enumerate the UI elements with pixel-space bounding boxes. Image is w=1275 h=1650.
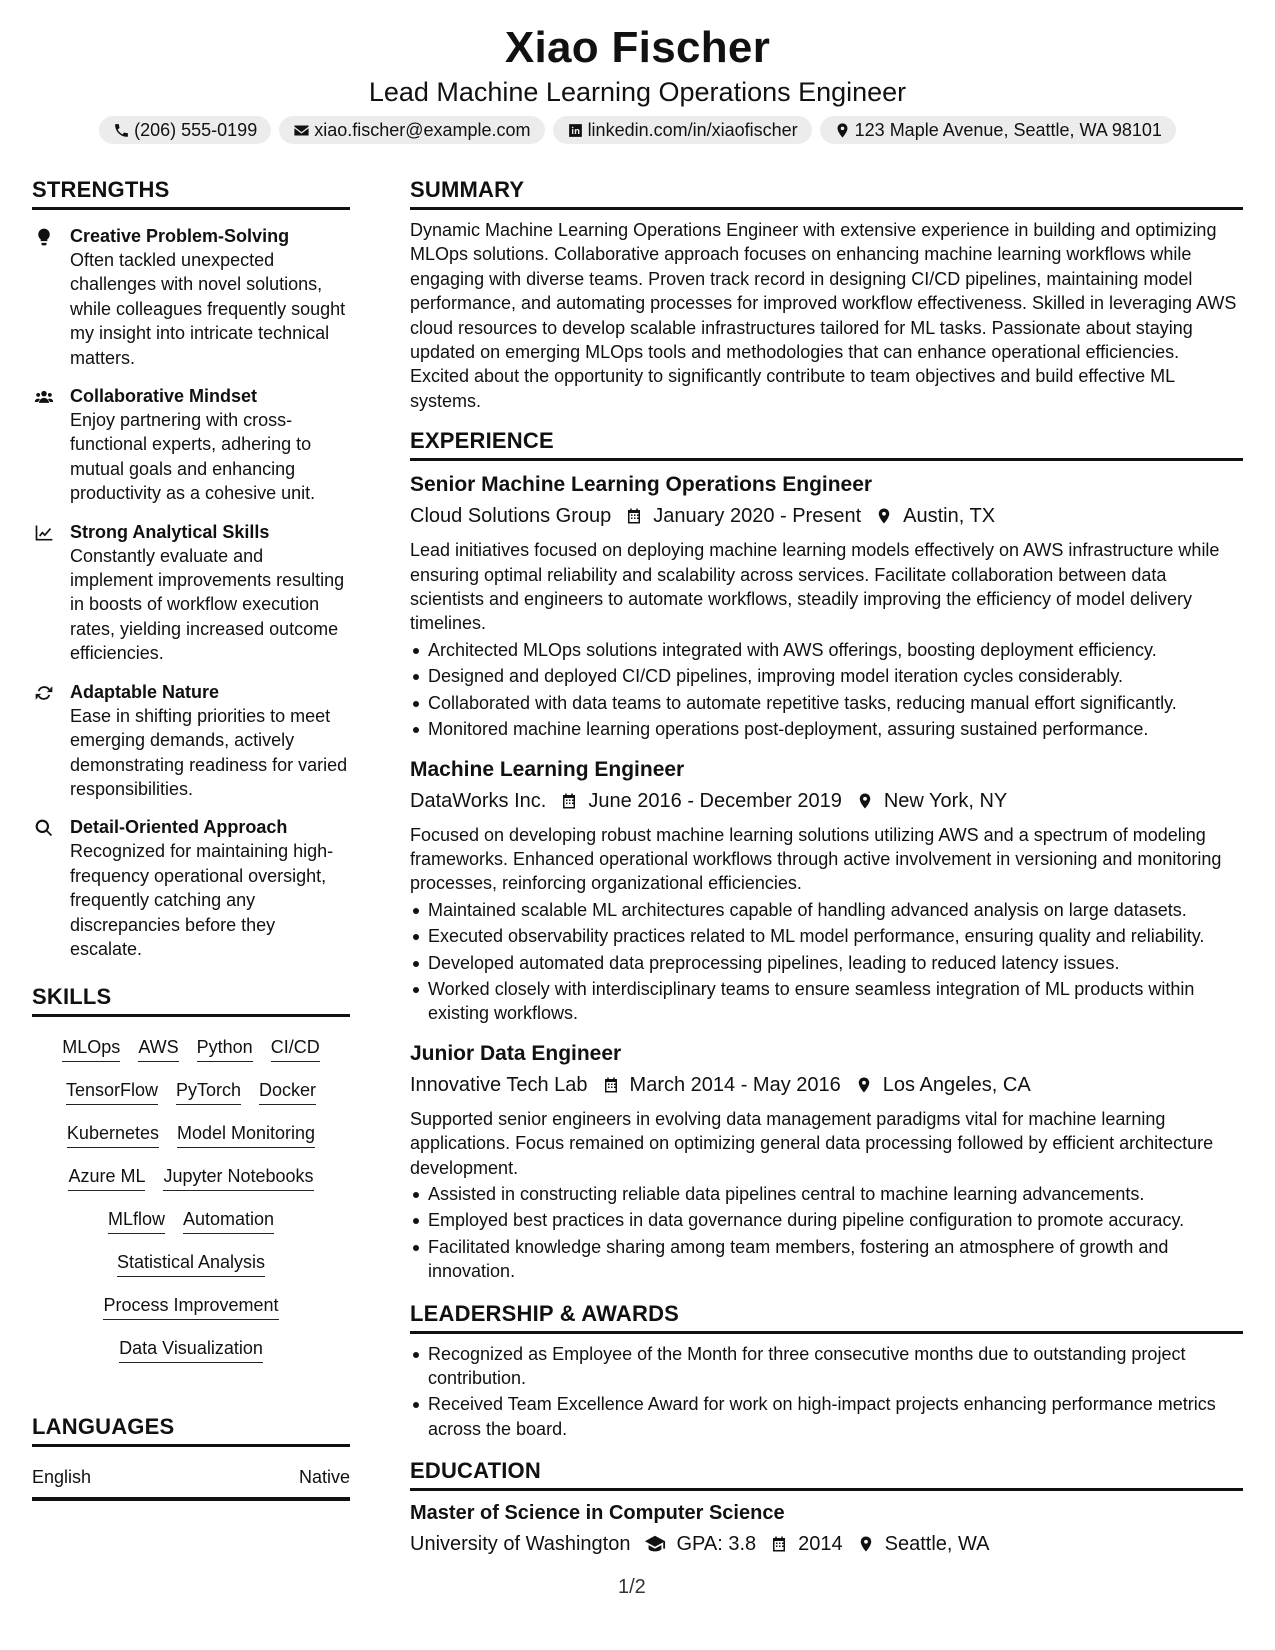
bullet-item: Monitored machine learning operations post-deployment, assuring sustained performance.: [410, 717, 1243, 741]
phone-icon: [113, 122, 130, 139]
skill-chip: PyTorch: [176, 1078, 241, 1105]
bullet-item: Received Team Excellence Award for work on high-impact projects enhancing performance metrics across the board.: [410, 1392, 1243, 1441]
job-title: Machine Learning Engineer: [410, 757, 685, 781]
strength-desc: Enjoy partnering with cross-functional experts, adhering to mutual goals and enhancing productivity as a cohesive unit.: [70, 410, 316, 504]
calendar-icon: [770, 1535, 788, 1553]
email-text: xiao.fischer@example.com: [314, 119, 531, 140]
job-desc: Supported senior engineers in evolving data management paradigms vital for machine learning applications. Focus remained on optimizing general data processing followed by efficient architecture development.: [410, 1108, 1214, 1178]
contact-linkedin[interactable]: [553, 116, 812, 144]
graduation-cap-icon: [644, 1533, 666, 1555]
users-icon: [34, 387, 54, 407]
job-title: Senior Machine Learning Operations Engineer: [410, 473, 873, 497]
strength-desc: Constantly evaluate and implement improvements resulting in boosts of workflow execution rates, yielding increased outcome efficiencies.: [70, 545, 345, 664]
chart-line-icon: [34, 523, 54, 543]
bullet-item: Worked closely with interdisciplinary teams to ensure seamless integration of ML products within existing workflows.: [410, 977, 1243, 1026]
map-pin-icon: [875, 507, 893, 525]
bullet-item: Designed and deployed CI/CD pipelines, improving model iteration cycles considerably.: [410, 664, 1243, 688]
skill-chip: AWS: [138, 1035, 178, 1062]
bullet-item: Assisted in constructing reliable data pipelines central to machine learning advancements.: [410, 1182, 1243, 1206]
strength-title: Strong Analytical Skills: [70, 521, 270, 542]
map-pin-icon: [855, 1076, 873, 1094]
left-column: [32, 176, 350, 1501]
bullet-item: Employed best practices in data governance during pipeline configuration to promote accuracy.: [410, 1208, 1243, 1232]
bullet-item: Architected MLOps solutions integrated with AWS offerings, boosting deployment efficiency.: [410, 638, 1243, 662]
job-dates: January 2020 - Present: [653, 505, 862, 528]
strength-title: Creative Problem-Solving: [70, 226, 290, 246]
skill-chip: Statistical Analysis: [117, 1250, 265, 1277]
bullet-item: Recognized as Employee of the Month for three consecutive months due to outstanding project contribution.: [410, 1342, 1243, 1391]
language-level: Native: [298, 1467, 350, 1488]
job-dates: June 2016 - December 2019: [588, 789, 842, 812]
experience-heading: EXPERIENCE: [410, 427, 1243, 461]
job-dates: March 2014 - May 2016: [629, 1073, 841, 1096]
skill-chip: Data Visualization: [119, 1336, 263, 1363]
education-location: Seattle, WA: [884, 1533, 990, 1556]
job-location: Los Angeles, CA: [882, 1073, 1031, 1096]
languages-heading: LANGUAGES: [32, 1413, 350, 1447]
calendar-icon: [602, 1076, 620, 1094]
leadership-heading: LEADERSHIP & AWARDS: [410, 1300, 1243, 1334]
job-entry: [410, 471, 1243, 741]
contact-bar: [0, 116, 1275, 144]
strength-item: [32, 520, 350, 666]
skill-chip: Jupyter Notebooks: [163, 1164, 313, 1191]
skill-chip: Model Monitoring: [177, 1121, 315, 1148]
job-meta: [410, 1071, 1243, 1099]
skill-chip: Python: [197, 1035, 253, 1062]
address-text: 123 Maple Avenue, Seattle, WA 98101: [854, 119, 1162, 140]
summary-text: Dynamic Machine Learning Operations Engineer with extensive experience in building and optimizing MLOps solutions. Collaborative approach focuses on enhancing machine learning workflows while engaging with diverse teams. Proven track record in designing CI/CD pipelines, maintaining model performance, and automating processes for improved workflow effectiveness. Skilled in leveraging AWS cloud resources to develop scalable infrastructures tailored for ML tasks. Passionate about staying updated on emerging MLOps tools and methodologies that can enhance operational efficiencies. Excited about the opportunity to significantly contribute to team objectives and build effective ML systems.: [410, 220, 1237, 411]
skill-chip: Process Improvement: [103, 1293, 278, 1320]
skill-chip: Docker: [259, 1078, 316, 1105]
strength-desc: Ease in shifting priorities to meet emerging demands, actively demonstrating readiness for varied responsibilities.: [70, 705, 348, 799]
job-meta: [410, 787, 1243, 815]
linkedin-text: linkedin.com/in/xiaofischer: [587, 119, 798, 140]
envelope-icon: [293, 122, 310, 139]
education-heading: EDUCATION: [410, 1457, 1243, 1491]
job-desc: Focused on developing robust machine learning solutions utilizing AWS and a spectrum of modeling frameworks. Enhanced operational workflows through active involvement in versioning and monitoring processes, reinforcing organizational efficiencies.: [410, 824, 1222, 894]
refresh-icon: [34, 683, 54, 703]
map-pin-icon: [857, 1535, 875, 1553]
strength-title: Adaptable Nature: [70, 681, 220, 702]
strength-title: Collaborative Mindset: [70, 386, 258, 407]
candidate-name: Xiao Fischer: [504, 23, 771, 72]
search-icon: [34, 818, 54, 838]
skill-chip: Automation: [183, 1207, 274, 1234]
resume-header: [0, 22, 1275, 144]
bullet-item: Collaborated with data teams to automate repetitive tasks, reducing manual effort significantly.: [410, 691, 1243, 715]
job-location: Austin, TX: [903, 505, 996, 528]
education-entry: [410, 1499, 1243, 1558]
job-desc: Lead initiatives focused on deploying machine learning models effectively on AWS infrastructure while ensuring optimal reliability and scalability across services. Facilitate collaboration between data scientists and engineers to automate workflows, steadily improving the efficiency of model delivery timelines.: [410, 540, 1220, 634]
contact-phone[interactable]: [99, 116, 271, 144]
bullet-item: Facilitated knowledge sharing among team members, fostering an atmosphere of growth and innovation.: [410, 1235, 1243, 1284]
job-company: Innovative Tech Lab: [410, 1073, 588, 1096]
strength-desc: Often tackled unexpected challenges with novel solutions, while colleagues frequently sought my insight into intricate technical matters.: [70, 250, 346, 368]
bullet-item: Executed observability practices related to ML model performance, ensuring quality and reliability.: [410, 924, 1243, 948]
strengths-heading: STRENGTHS: [32, 176, 350, 210]
contact-email[interactable]: [279, 116, 544, 144]
gpa-text: GPA: 3.8: [676, 1533, 757, 1556]
language-row: [32, 1465, 350, 1501]
bullet-item: Maintained scalable ML architectures capable of handling advanced analysis on large datasets.: [410, 898, 1243, 922]
strength-title: Detail-Oriented Approach: [70, 817, 288, 838]
lightbulb-icon: [34, 227, 54, 247]
skill-chip: CI/CD: [271, 1035, 320, 1062]
job-title: Junior Data Engineer: [410, 1041, 622, 1065]
job-company: Cloud Solutions Group: [410, 505, 612, 528]
job-bullets: [410, 638, 1243, 742]
strength-desc: Recognized for maintaining high-frequency operational oversight, frequently catching any discrepancies before they escalate.: [70, 841, 334, 959]
degree-title: Master of Science in Computer Science: [410, 1502, 785, 1525]
strength-item: [32, 680, 350, 802]
strength-item: [32, 224, 350, 370]
contact-address[interactable]: [820, 116, 1176, 144]
job-bullets: [410, 898, 1243, 1026]
language-name: English: [32, 1467, 92, 1488]
skill-chip: Kubernetes: [67, 1121, 159, 1148]
skills-heading: SKILLS: [32, 983, 350, 1017]
strength-item: [32, 384, 350, 506]
phone-text: (206) 555-0199: [134, 119, 258, 140]
leadership-list: [410, 1342, 1243, 1442]
page-number: 1/2: [618, 1576, 646, 1598]
summary-heading: SUMMARY: [410, 176, 1243, 210]
job-entry: [410, 756, 1243, 1026]
job-entry: [410, 1040, 1243, 1284]
bullet-item: Developed automated data preprocessing pipelines, leading to reduced latency issues.: [410, 951, 1243, 975]
job-location: New York, NY: [883, 789, 1008, 812]
map-pin-icon: [834, 122, 851, 139]
skill-chip: TensorFlow: [66, 1078, 158, 1105]
job-bullets: [410, 1182, 1243, 1284]
strength-item: [32, 815, 350, 961]
right-column: [410, 176, 1243, 1558]
calendar-icon: [625, 507, 643, 525]
linkedin-icon: [567, 122, 584, 139]
school-name: University of Washington: [410, 1533, 631, 1556]
calendar-icon: [560, 792, 578, 810]
skill-chip: MLOps: [62, 1035, 120, 1062]
education-meta: [410, 1530, 1243, 1558]
map-pin-icon: [856, 792, 874, 810]
job-company: DataWorks Inc.: [410, 789, 547, 812]
skill-chip: Azure ML: [68, 1164, 145, 1191]
skill-chip: MLflow: [108, 1207, 165, 1234]
skills-list: [32, 1035, 350, 1363]
graduation-year: 2014: [798, 1533, 843, 1556]
job-meta: [410, 502, 1243, 530]
candidate-role: Lead Machine Learning Operations Engineer: [368, 77, 907, 107]
